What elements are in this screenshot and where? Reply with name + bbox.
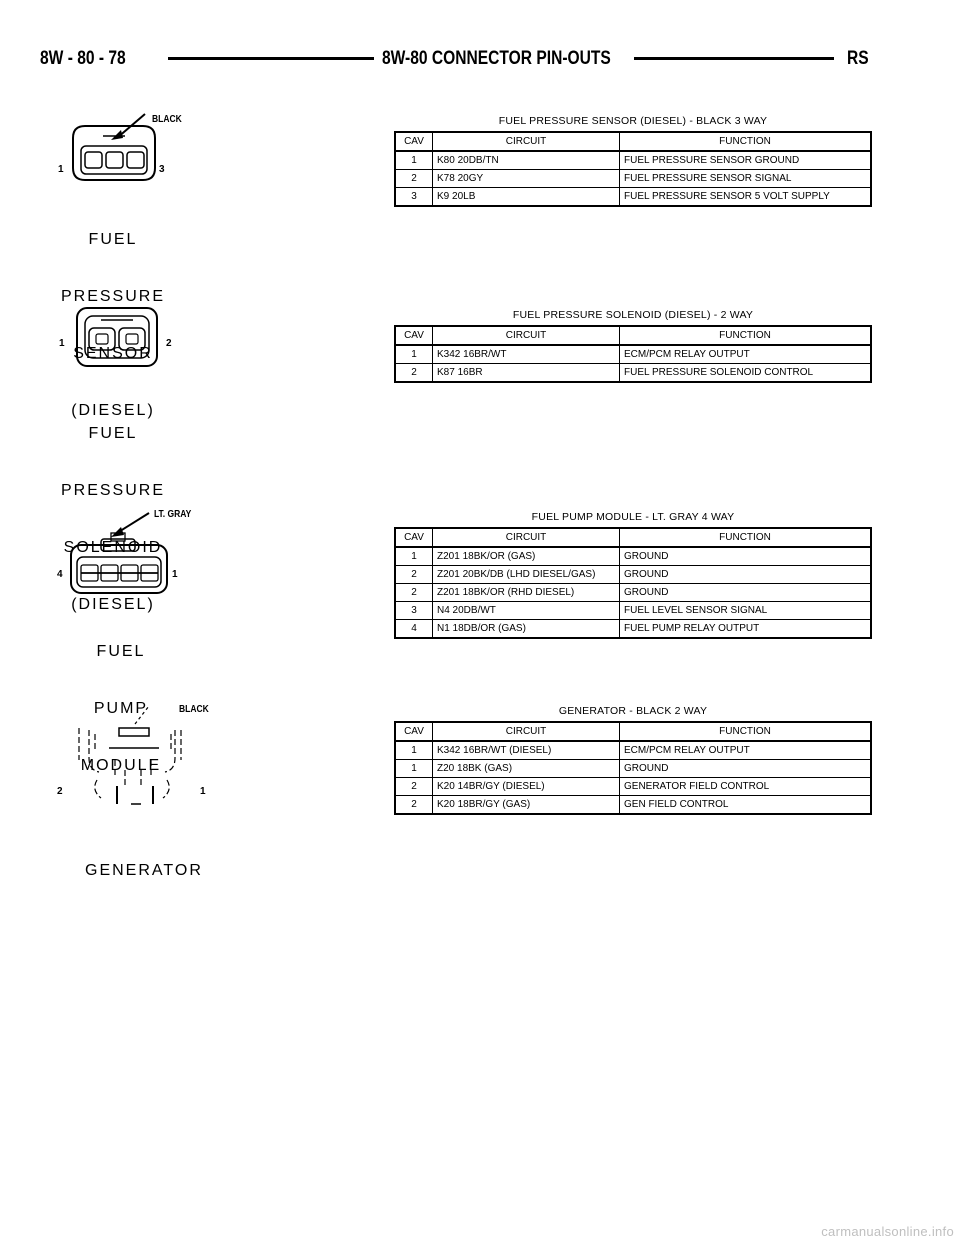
- pinout-table: [394, 721, 872, 815]
- fuel-pressure-solenoid-section: [394, 309, 872, 383]
- cell-circuit: K342 16BR/WT (DIESEL): [433, 741, 620, 760]
- col-header-circuit: CIRCUIT: [433, 326, 620, 345]
- pin-label-right: 2: [166, 338, 172, 349]
- col-header-cav: CAV: [395, 528, 433, 547]
- generator-section: [394, 705, 872, 815]
- table-row: [395, 760, 871, 778]
- cell-function: GROUND: [620, 566, 872, 584]
- table-title: FUEL PRESSURE SOLENOID (DIESEL) - 2 WAY: [512, 309, 754, 321]
- vehicle-code: RS: [847, 48, 869, 69]
- table-row: [395, 170, 871, 188]
- col-header-function: FUNCTION: [620, 722, 872, 741]
- label-line: FUEL: [88, 231, 138, 248]
- generator-connector-drawing: [55, 700, 215, 815]
- col-header-function: FUNCTION: [620, 326, 872, 345]
- table-row: [395, 778, 871, 796]
- cell-cav: 2: [395, 796, 433, 815]
- cell-cav: 1: [395, 547, 433, 566]
- label-line: (DIESEL): [71, 596, 155, 613]
- table-title: GENERATOR - BLACK 2 WAY: [558, 705, 708, 717]
- col-header-function: FUNCTION: [620, 132, 872, 151]
- cell-circuit: K20 14BR/GY (DIESEL): [433, 778, 620, 796]
- cell-circuit: Z201 18BK/OR (RHD DIESEL): [433, 584, 620, 602]
- pinout-table: [394, 527, 872, 639]
- col-header-cav: CAV: [395, 722, 433, 741]
- label-line: FUEL: [88, 425, 138, 442]
- pinout-table: [394, 325, 872, 383]
- cell-cav: 2: [395, 364, 433, 383]
- label-line: PUMP: [93, 700, 149, 717]
- header-rule-right: [634, 57, 834, 60]
- cell-function: FUEL LEVEL SENSOR SIGNAL: [620, 602, 872, 620]
- cell-cav: 3: [395, 188, 433, 207]
- pin-label-left: 4: [57, 569, 63, 580]
- cell-cav: 1: [395, 741, 433, 760]
- cell-circuit: K9 20LB: [433, 188, 620, 207]
- cell-function: FUEL PRESSURE SENSOR SIGNAL: [620, 170, 872, 188]
- table-row: [395, 620, 871, 639]
- color-tag: BLACK: [179, 704, 209, 715]
- cell-circuit: K80 20DB/TN: [433, 151, 620, 170]
- pin-label-left: 1: [59, 338, 65, 349]
- cell-function: FUEL PRESSURE SOLENOID CONTROL: [620, 364, 872, 383]
- table-header-row: [395, 326, 871, 345]
- connector-4way-drawing: [55, 505, 205, 605]
- cell-circuit: Z201 18BK/OR (GAS): [433, 547, 620, 566]
- table-title: FUEL PUMP MODULE - LT. GRAY 4 WAY: [531, 511, 735, 523]
- table-row: [395, 566, 871, 584]
- table-row: [395, 584, 871, 602]
- cell-cav: 3: [395, 602, 433, 620]
- pin-label-right: 3: [159, 164, 165, 175]
- label-line: SOLENOID: [63, 539, 163, 556]
- color-tag: BLACK: [152, 114, 182, 125]
- col-header-circuit: CIRCUIT: [433, 722, 620, 741]
- cell-circuit: K78 20GY: [433, 170, 620, 188]
- table-header-row: [395, 132, 871, 151]
- label-line: GENERATOR: [85, 862, 203, 879]
- cell-function: FUEL PRESSURE SENSOR GROUND: [620, 151, 872, 170]
- table-row: [395, 602, 871, 620]
- table-row: [395, 741, 871, 760]
- cell-function: GROUND: [620, 547, 872, 566]
- col-header-cav: CAV: [395, 326, 433, 345]
- cell-circuit: N1 18DB/OR (GAS): [433, 620, 620, 639]
- label-line: FUEL: [96, 643, 146, 660]
- cell-cav: 1: [395, 345, 433, 364]
- pin-label-right: 1: [172, 569, 178, 580]
- cell-circuit: K342 16BR/WT: [433, 345, 620, 364]
- table-row: [395, 188, 871, 207]
- label-line: (DIESEL): [71, 402, 155, 419]
- col-header-cav: CAV: [395, 132, 433, 151]
- cell-cav: 2: [395, 170, 433, 188]
- label-line: PRESSURE: [60, 288, 166, 305]
- cell-cav: 2: [395, 566, 433, 584]
- table-row: [395, 547, 871, 566]
- label-line: PRESSURE: [60, 482, 166, 499]
- table-row: [395, 796, 871, 815]
- connector-2way-drawing: [55, 298, 195, 378]
- cell-circuit: Z201 20BK/DB (LHD DIESEL/GAS): [433, 566, 620, 584]
- cell-function: ECM/PCM RELAY OUTPUT: [620, 741, 872, 760]
- cell-function: ECM/PCM RELAY OUTPUT: [620, 345, 872, 364]
- connector-label: [85, 823, 203, 918]
- generator-diagram: [55, 700, 215, 879]
- page-number: 8W - 80 - 78: [40, 48, 126, 69]
- color-tag: LT. GRAY: [154, 509, 192, 520]
- cell-cav: 1: [395, 760, 433, 778]
- cell-cav: 1: [395, 151, 433, 170]
- cell-function: GENERATOR FIELD CONTROL: [620, 778, 872, 796]
- table-row: [395, 345, 871, 364]
- pin-label-left: 1: [58, 164, 64, 175]
- cell-circuit: N4 20DB/WT: [433, 602, 620, 620]
- page-title: 8W-80 CONNECTOR PIN-OUTS: [382, 48, 611, 69]
- cell-function: GROUND: [620, 584, 872, 602]
- cell-function: FUEL PUMP RELAY OUTPUT: [620, 620, 872, 639]
- label-line: MODULE: [80, 757, 162, 774]
- table-header-row: [395, 528, 871, 547]
- cell-cav: 4: [395, 620, 433, 639]
- col-header-circuit: CIRCUIT: [433, 528, 620, 547]
- col-header-circuit: CIRCUIT: [433, 132, 620, 151]
- label-line: SENSOR: [73, 345, 153, 362]
- col-header-function: FUNCTION: [620, 528, 872, 547]
- cell-circuit: K87 16BR: [433, 364, 620, 383]
- pinout-table: [394, 131, 872, 207]
- cell-function: GEN FIELD CONTROL: [620, 796, 872, 815]
- fuel-pump-module-section: [394, 511, 872, 639]
- pin-label-right: 1: [200, 786, 206, 797]
- cell-function: GROUND: [620, 760, 872, 778]
- cell-circuit: Z20 18BK (GAS): [433, 760, 620, 778]
- cell-cav: 2: [395, 778, 433, 796]
- fuel-pressure-sensor-section: [394, 115, 872, 207]
- table-row: [395, 151, 871, 170]
- cell-cav: 2: [395, 584, 433, 602]
- cell-circuit: K20 18BR/GY (GAS): [433, 796, 620, 815]
- page-header: [40, 44, 875, 74]
- table-title: FUEL PRESSURE SENSOR (DIESEL) - BLACK 3 WAY: [498, 115, 768, 127]
- pin-label-left: 2: [57, 786, 63, 797]
- table-header-row: [395, 722, 871, 741]
- cell-function: FUEL PRESSURE SENSOR 5 VOLT SUPPLY: [620, 188, 872, 207]
- watermark: carmanualsonline.info: [821, 1224, 954, 1239]
- table-row: [395, 364, 871, 383]
- header-rule-left: [168, 57, 374, 60]
- fuel-pressure-sensor-diagram: [55, 108, 195, 419]
